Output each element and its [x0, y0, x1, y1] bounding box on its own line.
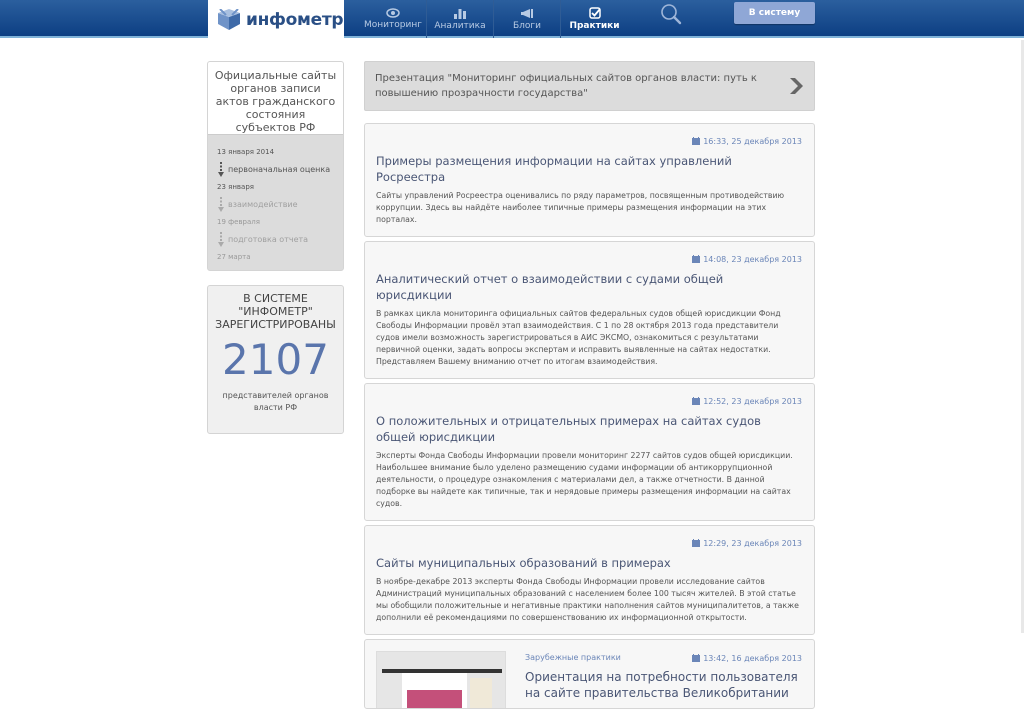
- article-card: [364, 383, 815, 521]
- article-summary: Сайты управлений Росреестра оценивались по ряду параметров, посвященным противодействию коррупции. Здесь вы найдёте наиболее типичные примеры размещения информации на этих порталах.: [376, 191, 785, 224]
- timeline-step-label: первоначальная оценка: [228, 165, 331, 174]
- article-title[interactable]: Сайты муниципальных образований в примерах: [376, 556, 671, 570]
- main-content: [364, 61, 815, 709]
- article-date-text: 13:42, 16 декабря 2013: [703, 653, 802, 663]
- article-body: [525, 651, 802, 701]
- calendar-icon: [692, 137, 700, 145]
- timeline-title[interactable]: Официальные сайты органов записи актов гражданского состояния субъектов РФ: [208, 62, 343, 135]
- article-card: [364, 241, 815, 379]
- article-date: [376, 394, 802, 408]
- search-icon: [660, 3, 682, 25]
- arrow-down-icon: [217, 232, 225, 248]
- timeline-date: 19 февраля: [217, 218, 260, 226]
- article-date: [376, 536, 802, 550]
- stats-heading: В СИСТЕМЕ "ИНФОМЕТР" ЗАРЕГИСТРИРОВАНЫ: [215, 292, 336, 331]
- article-card: [364, 123, 815, 237]
- calendar-icon: [692, 539, 700, 547]
- article-title[interactable]: Аналитический отчет о взаимодействии с судами общей юрисдикции: [376, 272, 724, 302]
- timeline-body: [208, 135, 343, 270]
- article-summary: В ноябре-декабре 2013 эксперты Фонда Свободы Информации провели исследование сайтов Администраций муниципальных образований с населением более 100 тысяч жителей. В этой статье мы обобщили положительные и негативные практики наполнения сайтов муниципалитетов, а также дополнили её рекомендациями по совершенствованию их информационной открытости.: [376, 577, 799, 622]
- logo[interactable]: [208, 0, 344, 39]
- project-timeline-card[interactable]: [207, 61, 344, 271]
- bar-chart-icon: [454, 7, 466, 19]
- stats-count: 2107: [222, 335, 329, 384]
- nav-monitoring-label: Мониторинг: [364, 20, 422, 30]
- stats-caption: представителей органов власти РФ: [222, 391, 329, 412]
- nav-practices[interactable]: [561, 0, 628, 38]
- sidebar: [207, 61, 344, 434]
- calendar-icon: [692, 654, 700, 662]
- article-title[interactable]: Ориентация на потребности пользователя на сайте правительства Великобритании: [525, 670, 798, 700]
- login-button[interactable]: В систему: [734, 2, 815, 24]
- article-title[interactable]: Примеры размещения информации на сайтах управлений Росреестра: [376, 154, 732, 184]
- article-category[interactable]: Зарубежные практики: [525, 653, 621, 662]
- calendar-icon: [692, 255, 700, 263]
- article-title[interactable]: О положительных и отрицательных примерах на сайтах судов общей юрисдикции: [376, 414, 761, 444]
- timeline-step: [217, 192, 334, 217]
- calendar-icon: [692, 397, 700, 405]
- eye-icon: [386, 8, 400, 18]
- search-button[interactable]: [660, 3, 682, 29]
- timeline-step: [217, 227, 334, 252]
- article-summary: В рамках цикла мониторинга официальных сайтов федеральных судов общей юрисдикции Фонд Свободы Информации провёл этап взаимодействия. С 1 по 28 октября 2013 года представители судов имели возможность зарегистрироваться в АИС ЭКСМО, ознакомиться с результатами первичной оценки, задать вопросы экспертам и исправить выявленные на сайтах недостатки. Представляем Вашему вниманию отчет по итогам взаимодействия.: [376, 309, 781, 366]
- arrow-down-icon: [217, 197, 225, 213]
- article-date: [376, 134, 802, 148]
- timeline-step: [217, 157, 334, 182]
- main-nav: [360, 0, 628, 38]
- nav-blogs-label: Блоги: [512, 20, 541, 31]
- megaphone-icon: [521, 8, 534, 19]
- article-date-text: 12:52, 23 декабря 2013: [703, 396, 802, 406]
- article-summary: Эксперты Фонда Свободы Информации провели мониторинг 2277 сайтов судов общей юрисдикции. Наибольшее внимание было уделено размещению судами информации об антикоррупционной деятельности, о процедуре ознакомления с материалами дел, а также отчетности. В данной подборке вы найдете как типичные, так и нерядовые примеры размещения информации на сайтах судов.: [376, 451, 793, 508]
- article-thumbnail[interactable]: [376, 651, 506, 709]
- timeline-date: 13 января 2014: [217, 148, 275, 156]
- timeline-date: 27 марта: [217, 253, 251, 261]
- arrow-down-icon: [217, 162, 225, 178]
- registered-stats-card: [207, 285, 344, 434]
- chevron-right-icon[interactable]: [788, 76, 804, 96]
- nav-analytics-label: Аналитика: [434, 21, 486, 31]
- presentation-banner[interactable]: [364, 61, 815, 111]
- article-date-text: 16:33, 25 декабря 2013: [703, 136, 802, 146]
- checkbox-icon: [589, 7, 601, 19]
- article-date-text: 14:08, 23 декабря 2013: [703, 254, 802, 264]
- logo-box-icon: [216, 9, 242, 31]
- nav-monitoring[interactable]: [360, 0, 427, 38]
- timeline-step-label: взаимодействие: [228, 200, 298, 209]
- article-card: [364, 525, 815, 635]
- nav-practices-label: Практики: [569, 21, 620, 31]
- nav-blogs[interactable]: [494, 0, 561, 38]
- article-card: [364, 639, 815, 709]
- presentation-text: Презентация "Мониторинг официальных сайтов органов власти: путь к повышению прозрачности государства": [375, 73, 757, 99]
- logo-text: инфометр: [246, 9, 344, 30]
- timeline-step-label: подготовка отчета: [228, 235, 309, 244]
- article-date-text: 12:29, 23 декабря 2013: [703, 538, 802, 548]
- timeline-date: 23 января: [217, 183, 254, 191]
- nav-analytics[interactable]: [427, 0, 494, 38]
- article-date: [376, 252, 802, 266]
